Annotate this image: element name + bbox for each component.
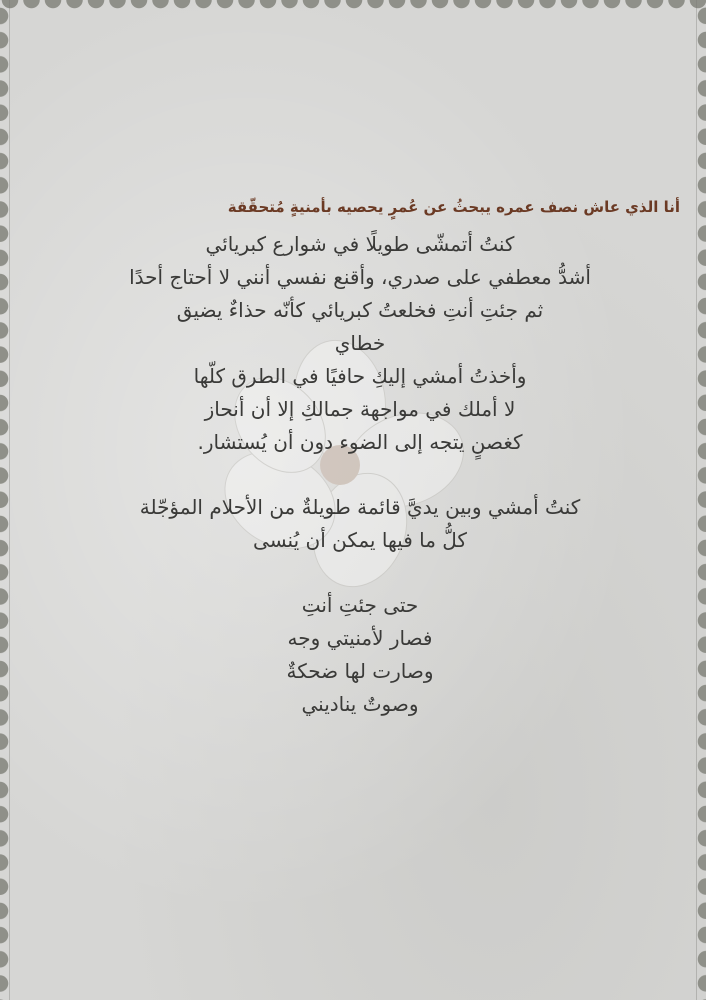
poem-line: كنتُ أتمشّى طويلًا في شوارع كبريائي	[205, 232, 515, 256]
stanza-1	[40, 228, 680, 459]
poem-header: أنا الذي عاش نصف عمره يبحثُ عن عُمرٍ يحصيه بأمنيةٍ مُتحقّقة	[227, 198, 680, 216]
perforation-top	[0, 0, 706, 9]
poem-line: كنتُ أمشي وبين يديَّ قائمة طويلةٌ من الأحلام المؤجّلة	[139, 495, 581, 519]
perforation-left	[0, 0, 9, 1000]
stanza-gap	[40, 459, 680, 491]
stanza-2	[40, 491, 680, 557]
poem	[40, 196, 680, 721]
poem-line: ثم جئتِ أنتِ فخلعتُ كبريائي كأنّه حذاءٌ يضيق	[176, 298, 544, 322]
stanza-gap	[40, 557, 680, 589]
poem-line: وصارت لها ضحكةٌ	[286, 659, 434, 683]
poem-line: لا أملك في مواجهة جمالكِ إلا أن أنحاز	[204, 397, 516, 421]
poem-line: وصوتٌ يناديني	[301, 692, 419, 716]
border-line-right	[696, 0, 697, 1000]
poem-line: حتى جئتِ أنتِ	[301, 593, 419, 617]
perforation-right	[697, 0, 706, 1000]
border-line-left	[9, 0, 10, 1000]
poem-line: فصار لأمنيتي وجه	[287, 626, 433, 650]
stanza-3	[40, 589, 680, 721]
poem-line: خطاي	[334, 331, 386, 355]
poem-line: أشدُّ معطفي على صدري، وأقنع نفسي أنني لا أحتاج أحدًا	[129, 265, 591, 289]
poem-line: كلُّ ما فيها يمكن أن يُنسى	[253, 528, 467, 552]
poem-line: كغصنٍ يتجه إلى الضوء دون أن يُستشار.	[197, 430, 523, 454]
poem-line: وأخذتُ أمشي إليكِ حافيًا في الطرق كلّها	[193, 364, 527, 388]
